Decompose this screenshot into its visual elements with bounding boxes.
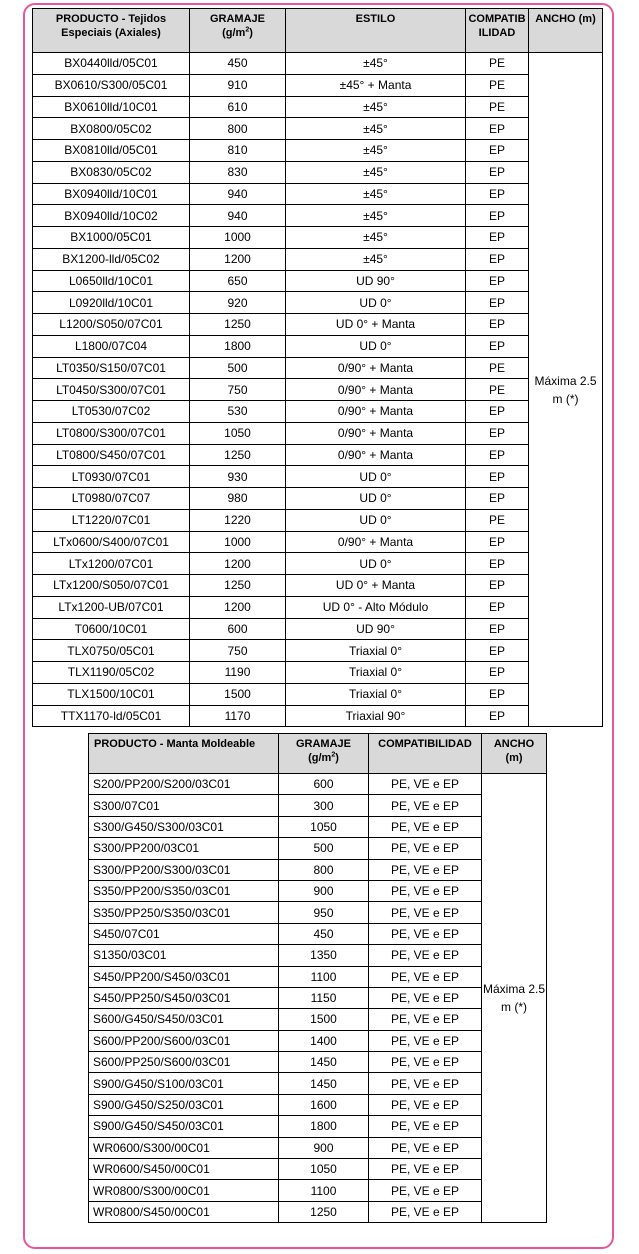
style-cell: UD 0° + Manta xyxy=(286,575,466,597)
compatibility-cell: PE, VE e EP xyxy=(369,816,482,837)
style-cell: ±45° xyxy=(286,205,466,227)
style-cell: UD 90° xyxy=(286,270,466,292)
product-cell: TTX1170-ld/05C01 xyxy=(33,705,190,727)
table-row xyxy=(89,838,547,859)
header-weight: GRAMAJE $(g/m^2)$ xyxy=(190,9,286,53)
table-row xyxy=(89,1052,547,1073)
product-cell: BX0940lld/10C02 xyxy=(33,205,190,227)
compatibility-cell: PE xyxy=(466,53,529,75)
weight-cell: 750 xyxy=(190,379,286,401)
weight-cell: 500 xyxy=(190,357,286,379)
weight-cell: 900 xyxy=(279,880,369,901)
compatibility-cell: EP xyxy=(466,270,529,292)
compatibility-cell: EP xyxy=(466,488,529,510)
product-cell: WR0600/S450/00C01 xyxy=(89,1159,279,1180)
product-cell: WR0800/S450/00C01 xyxy=(89,1201,279,1222)
product-cell: LTx1200-UB/07C01 xyxy=(33,596,190,618)
table-row xyxy=(33,401,603,423)
table-row xyxy=(33,640,603,662)
product-cell: L1800/07C04 xyxy=(33,335,190,357)
product-cell: BX1200-lld/05C02 xyxy=(33,248,190,270)
product-cell: LT0930/07C01 xyxy=(33,466,190,488)
style-cell: ±45° xyxy=(286,183,466,205)
weight-cell: 920 xyxy=(190,292,286,314)
product-cell: BX0800/05C02 xyxy=(33,118,190,140)
style-cell: 0/90° + Manta xyxy=(286,401,466,423)
weight-cell: 950 xyxy=(279,902,369,923)
compatibility-cell: EP xyxy=(466,292,529,314)
weight-cell: 1220 xyxy=(190,509,286,531)
weight-cell: 650 xyxy=(190,270,286,292)
product-cell: LT0350/S150/07C01 xyxy=(33,357,190,379)
style-cell: ±45° xyxy=(286,118,466,140)
product-cell: S900/G450/S250/03C01 xyxy=(89,1094,279,1115)
weight-cell: 1600 xyxy=(279,1094,369,1115)
product-cell: LTx1200/S050/07C01 xyxy=(33,575,190,597)
weight-cell: 1000 xyxy=(190,227,286,249)
table-row xyxy=(89,945,547,966)
table-row xyxy=(33,662,603,684)
header-style: ESTILO xyxy=(286,9,466,53)
product-cell: S300/PP200/S300/03C01 xyxy=(89,859,279,880)
product-cell: S200/PP200/S200/03C01 xyxy=(89,774,279,795)
compatibility-cell: PE xyxy=(466,509,529,531)
table-row xyxy=(33,314,603,336)
header-weight: GRAMAJE $(g/m^2)$ xyxy=(279,734,369,774)
table-row xyxy=(33,575,603,597)
product-cell: LTx0600/S400/07C01 xyxy=(33,531,190,553)
weight-cell: 1500 xyxy=(279,1009,369,1030)
weight-cell: 1190 xyxy=(190,662,286,684)
style-cell: UD 0° xyxy=(286,335,466,357)
product-cell: LT0800/S450/07C01 xyxy=(33,444,190,466)
table-row xyxy=(89,1116,547,1137)
product-cell: S450/07C01 xyxy=(89,923,279,944)
compatibility-cell: EP xyxy=(466,705,529,727)
style-cell: UD 0° xyxy=(286,292,466,314)
compatibility-cell: PE, VE e EP xyxy=(369,1116,482,1137)
product-cell: TLX0750/05C01 xyxy=(33,640,190,662)
compatibility-cell: EP xyxy=(466,553,529,575)
weight-cell: 1800 xyxy=(190,335,286,357)
compatibility-cell: PE, VE e EP xyxy=(369,1159,482,1180)
table-row xyxy=(33,270,603,292)
compatibility-cell: EP xyxy=(466,161,529,183)
product-cell: LTx1200/07C01 xyxy=(33,553,190,575)
product-cell: S600/PP250/S600/03C01 xyxy=(89,1052,279,1073)
moldable-mat-table xyxy=(88,733,547,1223)
weight-cell: 500 xyxy=(279,838,369,859)
style-cell: ±45° xyxy=(286,161,466,183)
weight-cell: 1200 xyxy=(190,248,286,270)
product-cell: S600/PP200/S600/03C01 xyxy=(89,1030,279,1051)
weight-cell: 1450 xyxy=(279,1073,369,1094)
table-row xyxy=(89,923,547,944)
table-row xyxy=(89,795,547,816)
style-cell: UD 90° xyxy=(286,618,466,640)
weight-cell: 1250 xyxy=(190,575,286,597)
compatibility-cell: PE, VE e EP xyxy=(369,1009,482,1030)
table-row xyxy=(33,183,603,205)
weight-cell: 1100 xyxy=(279,1180,369,1201)
table-row xyxy=(33,509,603,531)
compatibility-cell: EP xyxy=(466,227,529,249)
product-cell: BX1000/05C01 xyxy=(33,227,190,249)
product-cell: S900/G450/S450/03C01 xyxy=(89,1116,279,1137)
weight-cell: 1100 xyxy=(279,966,369,987)
header-compatibility: COMPATIBILIDAD xyxy=(369,734,482,774)
width-cell: Máxima 2.5 m (*) xyxy=(529,53,603,727)
weight-cell: 830 xyxy=(190,161,286,183)
compatibility-cell: EP xyxy=(466,248,529,270)
compatibility-cell: PE, VE e EP xyxy=(369,1201,482,1222)
weight-cell: 1200 xyxy=(190,596,286,618)
table-row xyxy=(89,966,547,987)
product-cell: S900/G450/S100/03C01 xyxy=(89,1073,279,1094)
product-cell: LT0450/S300/07C01 xyxy=(33,379,190,401)
compatibility-cell: EP xyxy=(466,640,529,662)
product-cell: BX0810lld/05C01 xyxy=(33,140,190,162)
product-cell: WR0800/S300/00C01 xyxy=(89,1180,279,1201)
table-row xyxy=(33,444,603,466)
product-cell: S600/G450/S450/03C01 xyxy=(89,1009,279,1030)
compatibility-cell: PE, VE e EP xyxy=(369,1137,482,1158)
style-cell: UD 0° xyxy=(286,509,466,531)
compatibility-cell: PE, VE e EP xyxy=(369,838,482,859)
compatibility-cell: PE, VE e EP xyxy=(369,774,482,795)
weight-cell: 1250 xyxy=(190,444,286,466)
product-cell: LT0980/07C07 xyxy=(33,488,190,510)
product-cell: L1200/S050/07C01 xyxy=(33,314,190,336)
style-cell: Triaxial 0° xyxy=(286,640,466,662)
style-cell: UD 0° xyxy=(286,488,466,510)
style-cell: Triaxial 90° xyxy=(286,705,466,727)
compatibility-cell: PE, VE e EP xyxy=(369,1052,482,1073)
table-row xyxy=(33,248,603,270)
style-cell: UD 0° xyxy=(286,466,466,488)
table-row xyxy=(89,1180,547,1201)
product-cell: S350/PP200/S350/03C01 xyxy=(89,880,279,901)
compatibility-cell: EP xyxy=(466,596,529,618)
weight-cell: 1500 xyxy=(190,683,286,705)
weight-cell: 980 xyxy=(190,488,286,510)
product-cell: LT1220/07C01 xyxy=(33,509,190,531)
compatibility-cell: PE, VE e EP xyxy=(369,1180,482,1201)
weight-cell: 750 xyxy=(190,640,286,662)
table-row xyxy=(33,205,603,227)
header-width: ANCHO (m) xyxy=(482,734,547,774)
product-cell: S300/G450/S300/03C01 xyxy=(89,816,279,837)
compatibility-cell: PE xyxy=(466,357,529,379)
compatibility-cell: EP xyxy=(466,575,529,597)
style-cell: 0/90° + Manta xyxy=(286,379,466,401)
product-cell: S450/PP250/S450/03C01 xyxy=(89,987,279,1008)
product-cell: BX0440lld/05C01 xyxy=(33,53,190,75)
weight-cell: 1200 xyxy=(190,553,286,575)
compatibility-cell: EP xyxy=(466,662,529,684)
style-cell: 0/90° + Manta xyxy=(286,444,466,466)
table-row xyxy=(33,683,603,705)
weight-cell: 1350 xyxy=(279,945,369,966)
table-row xyxy=(33,335,603,357)
weight-cell: 800 xyxy=(279,859,369,880)
style-cell: Triaxial 0° xyxy=(286,683,466,705)
table-row xyxy=(33,379,603,401)
weight-cell: 610 xyxy=(190,96,286,118)
weight-cell: 940 xyxy=(190,183,286,205)
compatibility-cell: PE, VE e EP xyxy=(369,880,482,901)
product-cell: LT0800/S300/07C01 xyxy=(33,422,190,444)
table-row xyxy=(89,859,547,880)
table-row xyxy=(89,1073,547,1094)
style-cell: UD 0° + Manta xyxy=(286,314,466,336)
weight-cell: 1050 xyxy=(190,422,286,444)
product-cell: S350/PP250/S350/03C01 xyxy=(89,902,279,923)
compatibility-cell: EP xyxy=(466,183,529,205)
compatibility-cell: EP xyxy=(466,444,529,466)
compatibility-cell: EP xyxy=(466,205,529,227)
table-row xyxy=(33,466,603,488)
table-row xyxy=(33,53,603,75)
compatibility-cell: PE xyxy=(466,96,529,118)
product-cell: BX0610lld/10C01 xyxy=(33,96,190,118)
compatibility-cell: PE xyxy=(466,74,529,96)
weight-cell: 1800 xyxy=(279,1116,369,1137)
product-cell: T0600/10C01 xyxy=(33,618,190,640)
compatibility-cell: PE, VE e EP xyxy=(369,859,482,880)
product-cell: S300/PP200/03C01 xyxy=(89,838,279,859)
table-row xyxy=(33,292,603,314)
table-row xyxy=(33,227,603,249)
product-cell: LT0530/07C02 xyxy=(33,401,190,423)
compatibility-cell: PE, VE e EP xyxy=(369,1094,482,1115)
compatibility-cell: PE, VE e EP xyxy=(369,1073,482,1094)
table-row xyxy=(33,618,603,640)
product-cell: WR0600/S300/00C01 xyxy=(89,1137,279,1158)
compatibility-cell: PE, VE e EP xyxy=(369,795,482,816)
compatibility-cell: PE, VE e EP xyxy=(369,1030,482,1051)
compatibility-cell: PE, VE e EP xyxy=(369,966,482,987)
table-row xyxy=(33,357,603,379)
compatibility-cell: EP xyxy=(466,335,529,357)
style-cell: ±45° + Manta xyxy=(286,74,466,96)
compatibility-cell: EP xyxy=(466,140,529,162)
axial-fabrics-table xyxy=(32,8,603,727)
header-product: PRODUCTO - Tejidos Especiais (Axiales) xyxy=(33,9,190,53)
header-width: ANCHO (m) xyxy=(529,9,603,53)
table-row xyxy=(89,1094,547,1115)
weight-cell: 810 xyxy=(190,140,286,162)
weight-cell: 300 xyxy=(279,795,369,816)
style-cell: 0/90° + Manta xyxy=(286,531,466,553)
table-row xyxy=(89,1201,547,1222)
weight-cell: 450 xyxy=(279,923,369,944)
weight-cell: 930 xyxy=(190,466,286,488)
header-product: PRODUCTO - Manta Moldeable xyxy=(89,734,279,774)
table-row xyxy=(33,118,603,140)
weight-cell: 450 xyxy=(190,53,286,75)
weight-cell: 1250 xyxy=(190,314,286,336)
table-row xyxy=(89,1159,547,1180)
compatibility-cell: PE, VE e EP xyxy=(369,923,482,944)
weight-cell: 600 xyxy=(279,774,369,795)
product-cell: L0920lld/10C01 xyxy=(33,292,190,314)
table-row xyxy=(33,531,603,553)
compatibility-cell: PE xyxy=(466,379,529,401)
compatibility-cell: EP xyxy=(466,466,529,488)
table-row xyxy=(33,553,603,575)
compatibility-cell: EP xyxy=(466,314,529,336)
weight-cell: 1250 xyxy=(279,1201,369,1222)
table-row xyxy=(33,596,603,618)
style-cell: ±45° xyxy=(286,140,466,162)
product-cell: BX0830/05C02 xyxy=(33,161,190,183)
compatibility-cell: EP xyxy=(466,118,529,140)
table-row xyxy=(89,1137,547,1158)
product-cell: S450/PP200/S450/03C01 xyxy=(89,966,279,987)
table-row xyxy=(33,161,603,183)
product-cell: TLX1500/10C01 xyxy=(33,683,190,705)
product-cell: BX0940lld/10C01 xyxy=(33,183,190,205)
table-row xyxy=(89,987,547,1008)
style-cell: 0/90° + Manta xyxy=(286,357,466,379)
compatibility-cell: EP xyxy=(466,531,529,553)
table-row xyxy=(33,96,603,118)
table-row xyxy=(33,705,603,727)
table-row xyxy=(89,816,547,837)
compatibility-cell: PE, VE e EP xyxy=(369,902,482,923)
table-row xyxy=(89,902,547,923)
product-cell: L0650lld/10C01 xyxy=(33,270,190,292)
weight-cell: 940 xyxy=(190,205,286,227)
compatibility-cell: EP xyxy=(466,422,529,444)
style-cell: 0/90° + Manta xyxy=(286,422,466,444)
style-cell: UD 0° - Alto Módulo xyxy=(286,596,466,618)
header-compatibility: COMPATIB ILIDAD xyxy=(466,9,529,53)
weight-cell: 800 xyxy=(190,118,286,140)
table-row xyxy=(89,774,547,795)
compatibility-cell: PE, VE e EP xyxy=(369,987,482,1008)
compatibility-cell: EP xyxy=(466,401,529,423)
table-row xyxy=(89,1009,547,1030)
weight-cell: 1050 xyxy=(279,816,369,837)
compatibility-cell: EP xyxy=(466,683,529,705)
product-cell: BX0610/S300/05C01 xyxy=(33,74,190,96)
product-cell: TLX1190/05C02 xyxy=(33,662,190,684)
weight-cell: 1170 xyxy=(190,705,286,727)
width-cell: Máxima 2.5 m (*) xyxy=(482,774,547,1223)
weight-cell: 900 xyxy=(279,1137,369,1158)
weight-cell: 600 xyxy=(190,618,286,640)
weight-cell: 1050 xyxy=(279,1159,369,1180)
table-row xyxy=(89,880,547,901)
style-cell: ±45° xyxy=(286,248,466,270)
table-row xyxy=(33,140,603,162)
product-cell: S1350/03C01 xyxy=(89,945,279,966)
product-cell: S300/07C01 xyxy=(89,795,279,816)
style-cell: ±45° xyxy=(286,96,466,118)
style-cell: ±45° xyxy=(286,227,466,249)
compatibility-cell: EP xyxy=(466,618,529,640)
style-cell: Triaxial 0° xyxy=(286,662,466,684)
table-row xyxy=(89,1030,547,1051)
weight-cell: 910 xyxy=(190,74,286,96)
style-cell: ±45° xyxy=(286,53,466,75)
style-cell: UD 0° xyxy=(286,553,466,575)
table-row xyxy=(33,488,603,510)
compatibility-cell: PE, VE e EP xyxy=(369,945,482,966)
weight-cell: 1000 xyxy=(190,531,286,553)
weight-cell: 1400 xyxy=(279,1030,369,1051)
weight-cell: 1150 xyxy=(279,987,369,1008)
table-row xyxy=(33,422,603,444)
table-row xyxy=(33,74,603,96)
weight-cell: 530 xyxy=(190,401,286,423)
weight-cell: 1450 xyxy=(279,1052,369,1073)
